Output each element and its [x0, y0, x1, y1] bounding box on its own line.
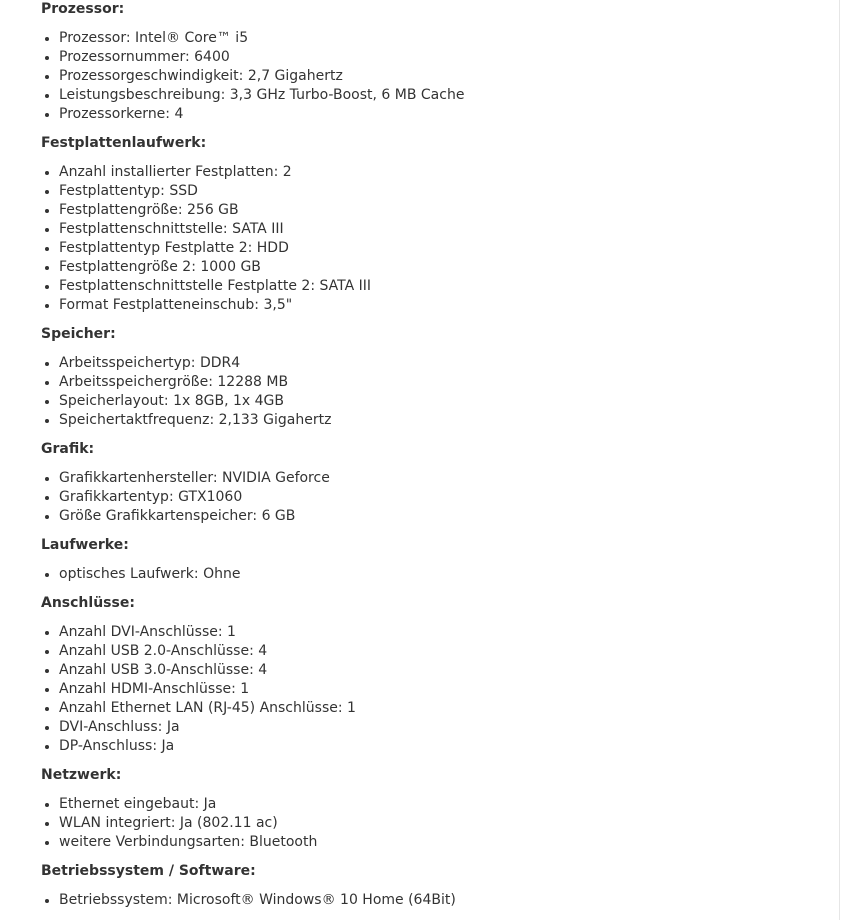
spec-items-list	[0, 354, 839, 430]
spec-item: • Arbeitsspeichergröße: 12288 MB	[59, 373, 839, 392]
spec-section-netzwerk	[0, 766, 839, 852]
spec-section-festplattenlaufwerk	[0, 134, 839, 315]
spec-item: • weitere Verbindungsarten: Bluetooth	[59, 833, 839, 852]
spec-section-prozessor	[0, 0, 839, 124]
spec-item: • Festplattengröße 2: 1000 GB	[59, 258, 839, 277]
spec-items-list	[0, 623, 839, 756]
spec-item: • DP-Anschluss: Ja	[59, 737, 839, 756]
spec-item: • Betriebssystem: Microsoft® Windows® 10 Home (64Bit)	[59, 891, 839, 910]
spec-item: • Speichertaktfrequenz: 2,133 Gigahertz	[59, 411, 839, 430]
spec-section-anschluesse	[0, 594, 839, 756]
section-title: Prozessor:	[41, 1, 125, 17]
spec-items-list	[0, 795, 839, 852]
spec-items-list	[0, 29, 839, 124]
spec-item: • Grafikkartentyp: GTX1060	[59, 488, 839, 507]
spec-item: • Anzahl USB 3.0-Anschlüsse: 4	[59, 661, 839, 680]
spec-item: • Prozessor: Intel® Core™ i5	[59, 29, 839, 48]
spec-item: • Grafikkartenhersteller: NVIDIA Geforce	[59, 469, 839, 488]
spec-item: • Anzahl Ethernet LAN (RJ-45) Anschlüsse: 1	[59, 699, 839, 718]
spec-item: • Prozessorkerne: 4	[59, 105, 839, 124]
spec-section-speicher	[0, 325, 839, 430]
spec-item: • Prozessorgeschwindigkeit: 2,7 Gigahertz	[59, 67, 839, 86]
spec-section-laufwerke	[0, 536, 839, 584]
spec-item: • Arbeitsspeichertyp: DDR4	[59, 354, 839, 373]
section-title: Anschlüsse:	[41, 595, 135, 611]
spec-item: • Ethernet eingebaut: Ja	[59, 795, 839, 814]
section-title: Betriebssystem / Software:	[41, 863, 256, 879]
spec-item: • WLAN integriert: Ja (802.11 ac)	[59, 814, 839, 833]
spec-item: • Anzahl HDMI-Anschlüsse: 1	[59, 680, 839, 699]
spec-item: • Anzahl installierter Festplatten: 2	[59, 163, 839, 182]
spec-item: • Format Festplatteneinschub: 3,5"	[59, 296, 839, 315]
spec-items-list	[0, 565, 839, 584]
spec-items-list	[0, 469, 839, 526]
spec-item: • Größe Grafikkartenspeicher: 6 GB	[59, 507, 839, 526]
spec-section-betriebssystem	[0, 862, 839, 910]
spec-item: • Leistungsbeschreibung: 3,3 GHz Turbo-Boost, 6 MB Cache	[59, 86, 839, 105]
spec-item: • Speicherlayout: 1x 8GB, 1x 4GB	[59, 392, 839, 411]
section-title: Speicher:	[41, 326, 116, 342]
spec-item: • Anzahl USB 2.0-Anschlüsse: 4	[59, 642, 839, 661]
spec-item: • Anzahl DVI-Anschlüsse: 1	[59, 623, 839, 642]
spec-item: • Prozessornummer: 6400	[59, 48, 839, 67]
spec-item: • Festplattenschnittstelle: SATA III	[59, 220, 839, 239]
spec-item: • optisches Laufwerk: Ohne	[59, 565, 839, 584]
section-title: Festplattenlaufwerk:	[41, 135, 207, 151]
spec-item: • Festplattentyp Festplatte 2: HDD	[59, 239, 839, 258]
section-title: Laufwerke:	[41, 537, 129, 553]
spec-item: • Festplattengröße: 256 GB	[59, 201, 839, 220]
spec-section-grafik	[0, 440, 839, 526]
spec-item: • DVI-Anschluss: Ja	[59, 718, 839, 737]
spec-item: • Festplattentyp: SSD	[59, 182, 839, 201]
section-title: Grafik:	[41, 441, 95, 457]
spec-items-list	[0, 891, 839, 910]
spec-item: • Festplattenschnittstelle Festplatte 2: SATA III	[59, 277, 839, 296]
section-title: Netzwerk:	[41, 767, 122, 783]
spec-items-list	[0, 163, 839, 315]
